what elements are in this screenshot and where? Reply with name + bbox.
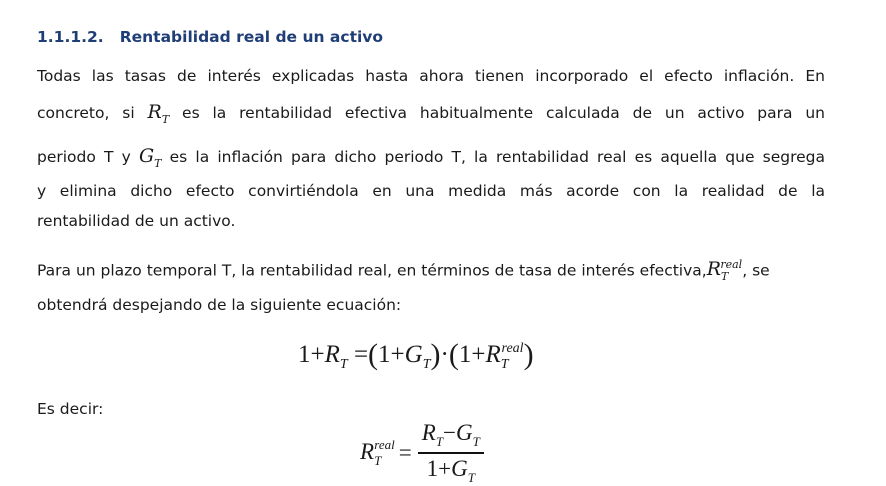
math-symbol: · [440,341,449,368]
math-symbol: R [360,438,375,464]
math-symbol: R [147,101,162,123]
eq2-lhs [360,437,395,469]
text-fragment: es la inflación para dicho periodo T, la rentabilidad real es aquella que segrega [169,148,825,166]
math-symbol: + [471,341,486,368]
paragraph-1-line-4: y elimina dicho efecto convirtiéndola en una medida más acorde con la realidad de la [37,182,825,200]
paragraph-1-line-5: rentabilidad de un activo. [37,212,236,230]
math-subscript: T [422,357,431,372]
math-symbol: = [353,341,369,368]
math-subscript: T [154,156,162,170]
math-symbol: ) [430,338,441,371]
paragraph-3: Es decir: [37,400,104,418]
math-symbol: + [438,455,452,481]
math-symbol: = [398,439,412,465]
math-symbol: R [485,341,501,368]
math-symbol: ) [523,338,534,371]
math-R-T [147,101,170,126]
math-subscript: T [500,357,509,372]
math-symbol: R [324,341,340,368]
text-fragment: Para un plazo temporal T, la rentabilidad real, en términos de tasa de interés efectiva, [37,261,707,280]
text-fragment: concreto, si [37,104,135,122]
math-symbol: + [390,341,405,368]
math-subscript: T [339,357,348,372]
text-fragment: es la rentabilidad efectiva habitualmente calculada de un activo para un [182,104,825,122]
math-subscript: T [374,452,382,468]
math-subscript: T [472,434,480,449]
fraction-numerator [418,420,484,452]
math-superscript: real [720,258,743,271]
fraction-denominator [427,454,475,486]
paragraph-2-line-1 [37,258,770,283]
math-symbol: 1 [378,341,391,368]
math-symbol: − [443,420,457,445]
math-symbol: 1 [426,455,439,481]
fraction [418,420,484,486]
equation-2 [360,420,484,486]
text-fragment: , se [742,261,770,280]
math-symbol: R [706,258,722,281]
paragraph-1-line-1: Todas las tasas de interés explicadas hasta ahora tienen incorporado el efecto inflación. En [37,67,825,85]
math-symbol: G [404,341,423,368]
section-number: 1.1.1.2. [37,28,104,46]
math-subscript: T [435,434,444,449]
math-symbol: ( [368,338,379,371]
math-symbol: ( [448,338,459,371]
math-superscript: real [374,436,395,452]
math-superscript: real [501,341,524,356]
math-symbol: + [310,341,325,368]
math-subscript: T [161,112,170,126]
math-symbol: R [421,420,436,445]
section-heading [37,28,383,46]
math-subscript: T [721,270,729,284]
paragraph-2-line-2: obtendrá despejando de la siguiente ecuación: [37,296,402,314]
math-symbol: G [138,145,155,167]
math-symbol: 1 [458,341,472,368]
math-symbol: G [456,420,473,445]
text-fragment: periodo T y [37,148,131,166]
math-R-T-real [706,258,743,284]
math-symbol: 1 [298,341,311,368]
math-symbol: G [451,455,468,481]
math-G-T [138,145,162,170]
math-subscript: T [467,469,475,485]
paragraph-1-line-3 [37,145,825,170]
section-title: Rentabilidad real de un activo [119,28,384,46]
paragraph-1-line-2 [37,101,825,126]
equation-1 [298,338,534,373]
